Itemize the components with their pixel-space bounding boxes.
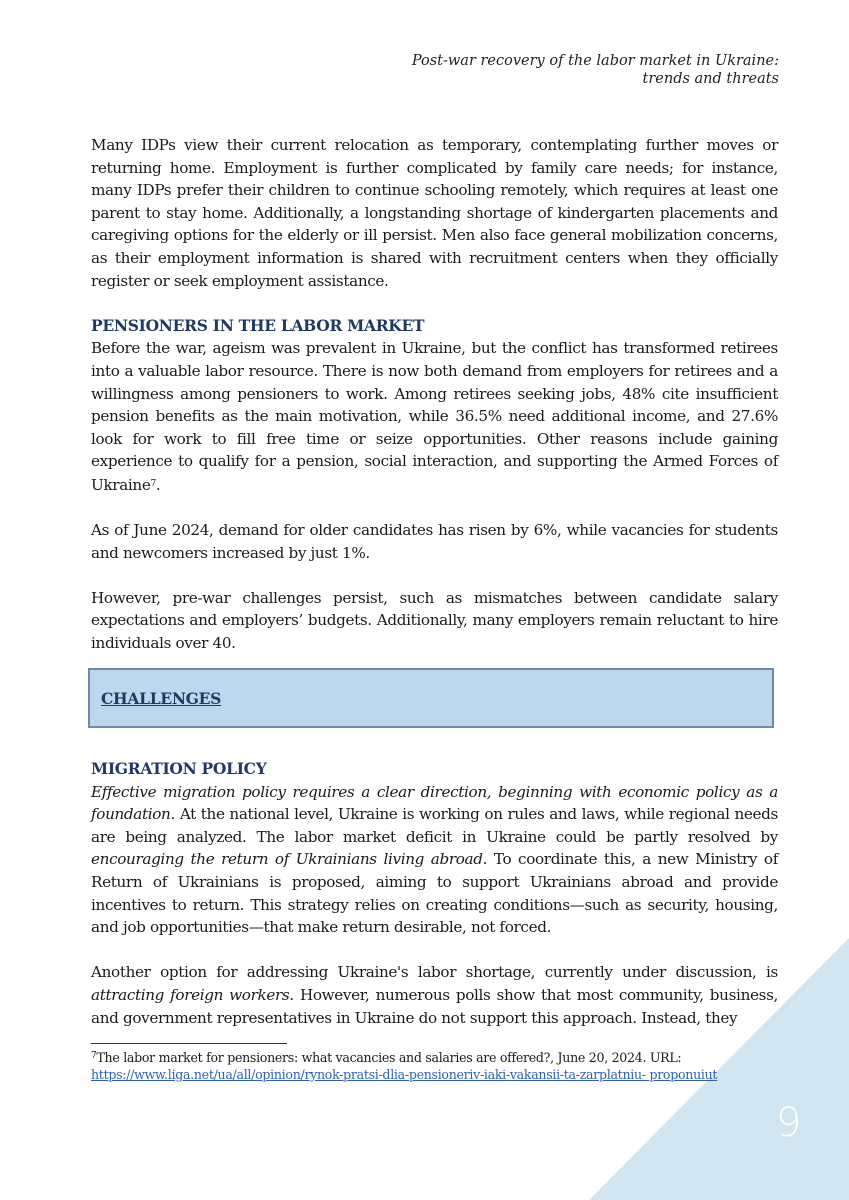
challenges-label: CHALLENGES <box>101 689 222 708</box>
pensioners-heading: PENSIONERS IN THE LABOR MARKET <box>91 315 425 335</box>
emphasis-text: Effective migration policy requires a clear direction, beginning with economic policy as a foundation <box>91 782 778 824</box>
footnote <box>91 1048 791 1083</box>
body-text: Another option for addressing Ukraine's labor shortage, currently under discussion, is <box>91 963 778 982</box>
header-title-line2: trends and threats <box>642 71 779 87</box>
migration-section <box>91 758 778 1029</box>
footnote-text: The labor market for pensioners: what vacancies and salaries are offered?, June 20, 2024. URL: <box>96 1050 682 1065</box>
pensioners-paragraph-3: However, pre-war challenges persist, such as mismatches between candidate salary expectations and employers’ budgets. Additionally, many employers remain reluctant to hire individuals over 40. <box>91 588 778 653</box>
main-content <box>91 134 778 655</box>
pensioners-text: Before the war, ageism was prevalent in Ukraine, but the conflict has transformed retirees into a valuable labor resource. There is now both demand from employers for retirees and a willingness among pensioners to work. Among retirees seeking jobs, 48% cite insufficient pension benefits as the main motivation, while 36.5% need additional income, and 27.6% look for work to fill free time or seize opportunities. Other reasons include gaining experience to qualify for a pension, social interaction, and supporting the Armed Forces of Ukraine <box>91 339 778 494</box>
header-title-line1: Post-war recovery of the labor market in Ukraine: <box>411 53 779 69</box>
migration-heading: MIGRATION POLICY <box>91 759 267 778</box>
footnote-reference[interactable]: 7 <box>150 478 156 489</box>
body-text: . At the national level, Ukraine is working on rules and laws, while regional needs are being analyzed. The labor market deficit in Ukraine could be partly resolved by <box>91 805 778 846</box>
challenges-callout-box <box>88 668 774 728</box>
period: . <box>155 475 161 494</box>
migration-paragraph-1 <box>91 781 778 939</box>
pensioners-paragraph-2: As of June 2024, demand for older candidates has risen by 6%, while vacancies for students and newcomers increased by just 1%. <box>91 521 778 562</box>
footnote-citation <box>91 1048 791 1066</box>
page-number: 9 <box>776 1100 802 1146</box>
footnote-number: 7 <box>91 1051 97 1061</box>
footnote-link[interactable]: https://www.liga.net/ua/all/opinion/rynok-pratsi-dlia-pensioneriv-iaki-vakansii-ta-zarplatniu- proponuiut <box>91 1067 718 1082</box>
running-header <box>412 52 779 88</box>
migration-paragraph-2 <box>91 961 778 1029</box>
emphasis-text: attracting foreign workers <box>91 985 290 1004</box>
emphasis-text: encouraging the return of Ukrainians living abroad <box>91 850 483 869</box>
footnote-separator <box>91 1043 287 1044</box>
pensioners-paragraph-1 <box>91 337 778 496</box>
body-text: . To coordinate this, a new Ministry of Return of Ukrainians is proposed, aiming to support Ukrainians abroad and provide incentives to return. This strategy relies on creating conditions—such as security, housing, and job opportunities—that make return desirable, not forced. <box>91 850 778 937</box>
body-text: . However, numerous polls show that most community, business, and government representatives in Ukraine do not support this approach. Instead, they <box>91 985 778 1027</box>
idp-paragraph: Many IDPs view their current relocation as temporary, contemplating further moves or returning home. Employment is further complicated by family care needs; for instance, many IDPs prefer their children to continue schooling remotely, which requires at least one parent to stay home. Additionally, a longstanding shortage of kindergarten placements and caregiving options for the elderly or ill persist. Men also face general mobilization concerns, as their employment information is shared with recruitment centers when they officially register or seek employment assistance. <box>91 136 778 290</box>
